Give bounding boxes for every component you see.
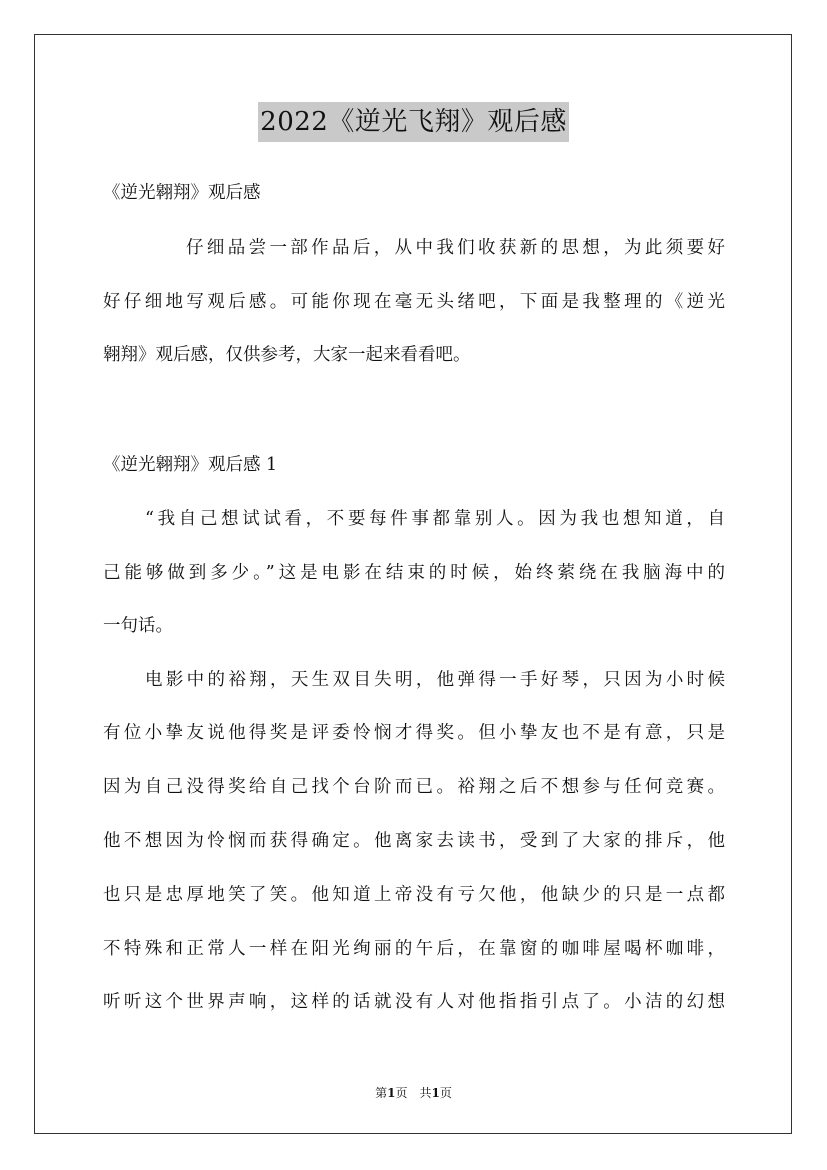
footer-page-suffix: 页 — [439, 1086, 452, 1100]
footer-page-prefix: 第 — [375, 1086, 388, 1100]
paragraph-line: 一句话。 — [103, 616, 173, 636]
footer-page-total: 1 — [431, 1086, 440, 1100]
paragraph-line: 有位小挚友说他得奖是评委怜悯才得奖。但小挚友也不是有意，只是 — [103, 723, 725, 743]
document-title: 2022《逆光飞翔》观后感 — [258, 102, 569, 142]
intro-line: 仔细品尝一部作品后，从中我们收获新的思想，为此须要好 — [186, 238, 725, 258]
intro-line: 翱翔》观后感，仅供参考，大家一起来看看吧。 — [103, 345, 471, 365]
paragraph-line: 因为自己没得奖给自己找个台阶而已。裕翔之后不想参与任何竞赛。 — [103, 777, 725, 797]
footer-page-mid: 页 共 — [395, 1086, 432, 1100]
paragraph-line: 也只是忠厚地笑了笑。他知道上帝没有亏欠他，他缺少的只是一点都 — [103, 885, 725, 905]
intro-heading: 《逆光翱翔》观后感 — [103, 183, 261, 203]
intro-line: 好仔细地写观后感。可能你现在毫无头绪吧，下面是我整理的《逆光 — [103, 292, 725, 312]
paragraph-line: 他不想因为怜悯而获得确定。他离家去读书，受到了大家的排斥，他 — [103, 831, 725, 851]
paragraph-line: “我自己想试试看，不要每件事都靠别人。因为我也想知道，自 — [145, 509, 725, 529]
page-footer — [0, 1084, 827, 1101]
section-heading: 《逆光翱翔》观后感 1 — [103, 455, 278, 475]
title-container — [0, 102, 827, 142]
paragraph-line: 己能够做到多少。”这是电影在结束的时候，始终萦绕在我脑海中的 — [103, 563, 725, 583]
paragraph-line: 不特殊和正常人一样在阳光绚丽的午后，在靠窗的咖啡屋喝杯咖啡， — [103, 939, 725, 959]
footer-page-current: 1 — [387, 1086, 396, 1100]
paragraph-line: 听听这个世界声响，这样的话就没有人对他指指引点了。小洁的幻想 — [103, 992, 725, 1012]
paragraph-line: 电影中的裕翔，天生双目失明，他弹得一手好琴，只因为小时候 — [145, 670, 725, 690]
